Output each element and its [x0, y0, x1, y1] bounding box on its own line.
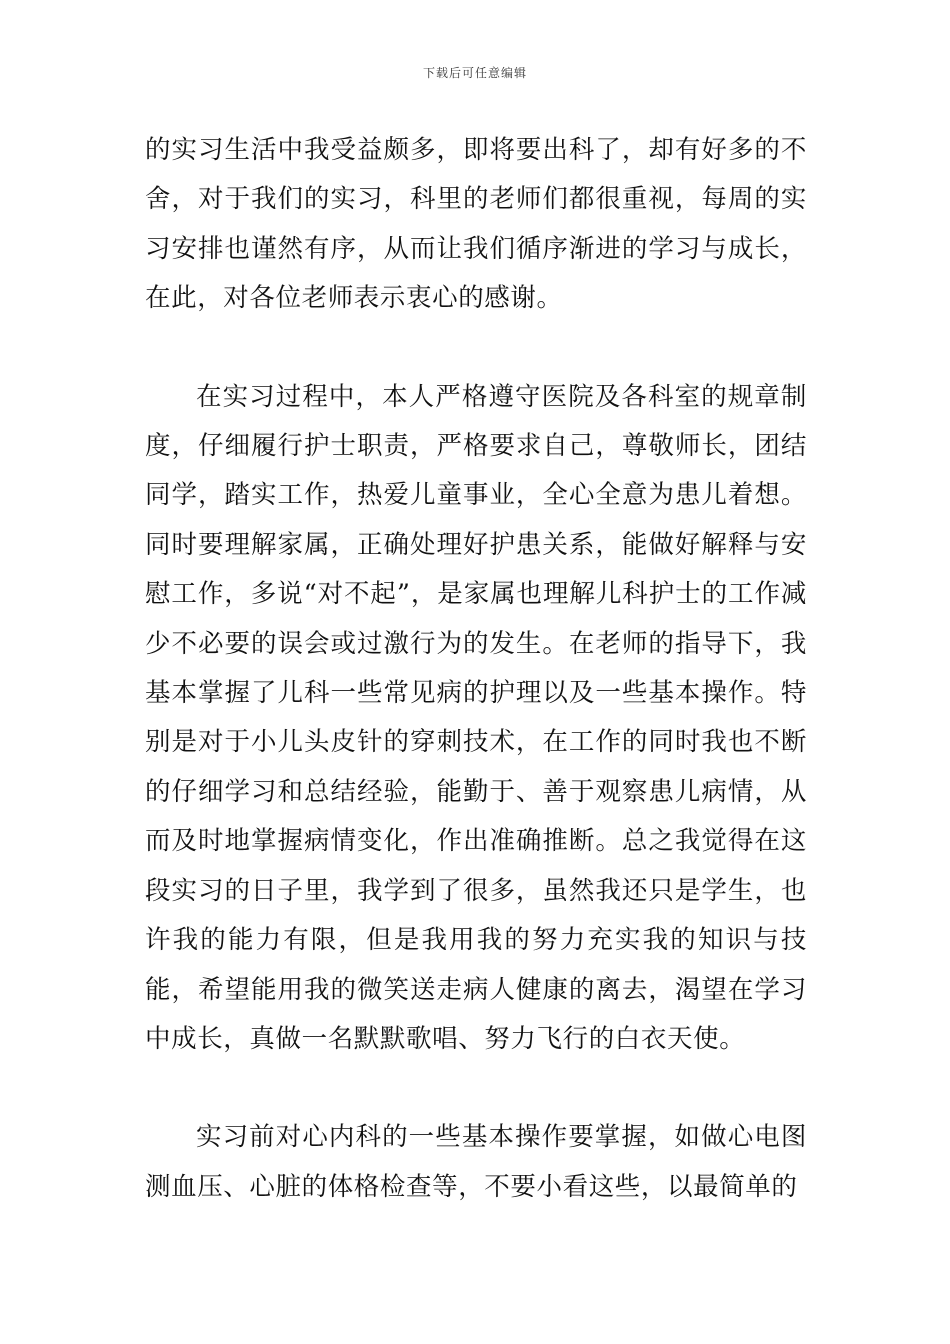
paragraph-continuation: 的实习生活中我受益颇多，即将要出科了，却有好多的不舍，对于我们的实习，科里的老师们都很重视，每周的实习安排也谨然有序，从而让我们循序渐进的学习与成长，在此，对各位老师表示衷心的感谢。 — [145, 135, 807, 314]
paragraph-cardiology-prep: 实习前对心内科的一些基本操作要掌握，如做心电图测血压、心脏的体格检查等，不要小看这些，以最简单的 — [145, 1122, 807, 1202]
paragraph-gap — [145, 1064, 807, 1113]
paragraph-internship-conduct: 在实习过程中，本人严格遵守医院及各科室的规章制度，仔细履行护士职责，严格要求自己，尊敬师长，团结同学，踏实工作，热爱儿童事业，全心全意为患儿着想。同时要理解家属，正确处理好护患关系，能做好解释与安慰工作，多说“对不起”，是家属也理解儿科护士的工作减少不必要的误会或过激行为的发生。在老师的指导下，我基本掌握了儿科一些常见病的护理以及一些基本操作。特别是对于小儿头皮针的穿刺技术，在工作的同时我也不断的仔细学习和总结经验，能勤于、善于观察患儿病情，从而及时地掌握病情变化，作出准确推断。总之我觉得在这段实习的日子里，我学到了很多，虽然我还只是学生，也许我的能力有限，但是我用我的努力充实我的知识与技能，希望能用我的微笑送走病人健康的离去，渴望在学习中成长，真做一名默默歌唱、努力飞行的白衣天使。 — [145, 381, 807, 1054]
document-body — [145, 126, 807, 1212]
page-header: 下载后可任意编辑 — [422, 66, 527, 80]
paragraph-gap — [145, 324, 807, 373]
